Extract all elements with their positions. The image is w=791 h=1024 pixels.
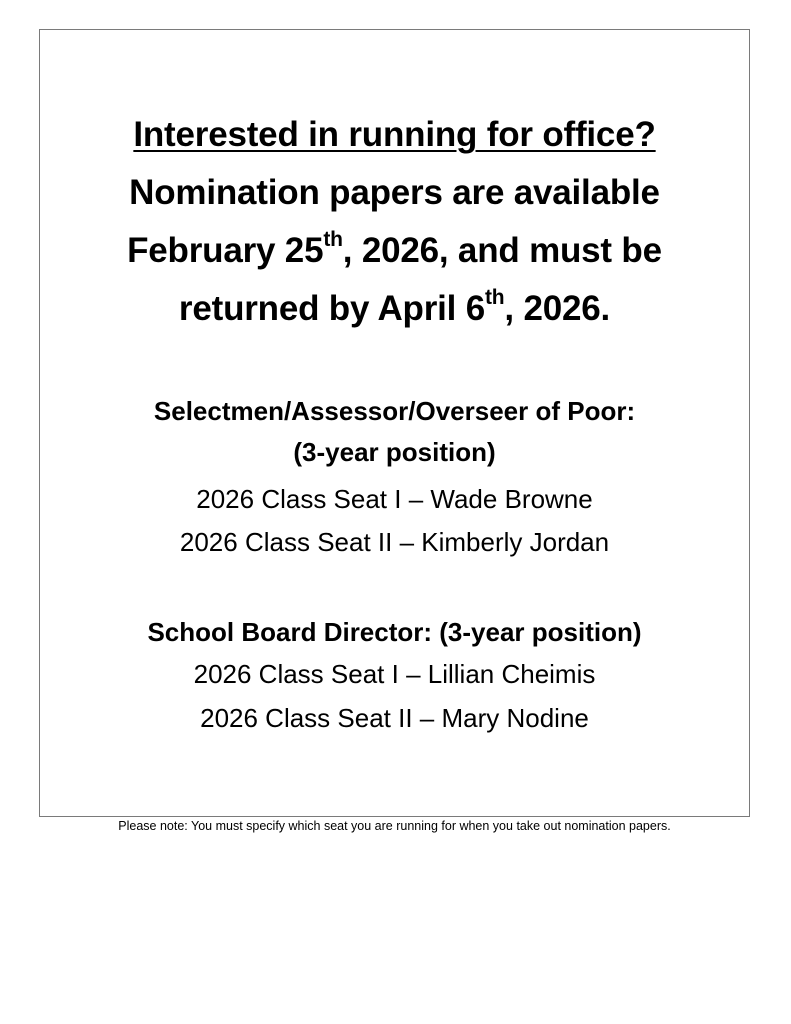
headline-line-4-post: , 2026.: [504, 289, 611, 328]
headline-question-text: Interested in running for office?: [133, 115, 656, 154]
headline-line-2: Nomination papers are available: [129, 173, 660, 212]
school-board-seat-2: 2026 Class Seat II – Mary Nodine: [200, 703, 589, 733]
headline-line-3-pre: February 25: [127, 231, 324, 270]
headline-line-4-pre: returned by April 6: [178, 289, 485, 328]
selectmen-seat-1: 2026 Class Seat I – Wade Browne: [196, 484, 593, 514]
headline-line-4: [40, 280, 749, 338]
school-board-seat-1: 2026 Class Seat I – Lillian Cheimis: [193, 659, 596, 689]
school-board-title: School Board Director: (3-year position): [147, 617, 642, 647]
selectmen-position: (3-year position): [293, 437, 496, 467]
headline-question: [40, 106, 749, 164]
headline-line-3-post: , 2026, and must be: [342, 231, 662, 270]
headline-line-4-sup: th: [485, 286, 505, 310]
selectmen-seat-2: 2026 Class Seat II – Kimberly Jordan: [179, 527, 610, 557]
selectmen-title: Selectmen/Assessor/Overseer of Poor:: [153, 396, 636, 426]
headline-line-3-sup: th: [323, 228, 343, 252]
footnote: Please note: You must specify which seat you are running for when you take out nomination papers.: [118, 819, 671, 833]
headline: [40, 106, 749, 338]
headline-line-3: [40, 222, 749, 280]
notice-box: [39, 29, 750, 833]
